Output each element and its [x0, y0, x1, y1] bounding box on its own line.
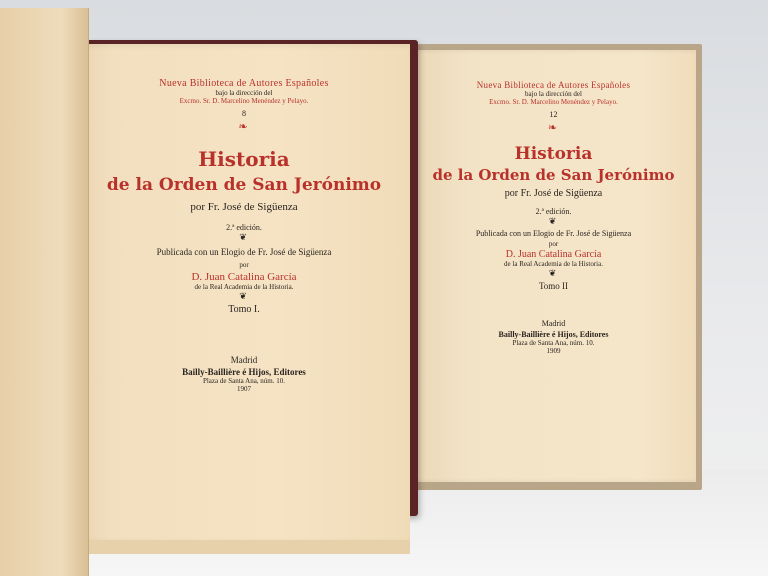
author-line: por Fr. José de Sigüenza — [504, 188, 603, 199]
title-line-1: Historia — [198, 147, 290, 171]
author-line: por Fr. José de Sigüenza — [190, 201, 298, 213]
city-line: Madrid — [541, 319, 566, 328]
editor-line: D. Juan Catalina García — [505, 249, 602, 260]
por-line: por — [548, 240, 559, 248]
direction-line: bajo la dirección del — [525, 90, 582, 98]
tomo-line: Tomo II — [538, 281, 569, 291]
address-line: Plaza de Santa Ana, núm. 10. — [512, 339, 595, 347]
city-line: Madrid — [230, 355, 258, 365]
direction-line: bajo la dirección del — [215, 89, 273, 97]
year-line: 1909 — [546, 347, 561, 355]
elogio-line: Publicada con un Elogio de Fr. José de Sigüenza — [156, 247, 332, 257]
ornament-icon: ❦ — [548, 216, 559, 226]
elogio-line: Publicada con un Elogio de Fr. José de Sigüenza — [475, 229, 632, 238]
por-line: por — [239, 261, 249, 269]
edition-line: 2.ª edición. — [535, 207, 572, 216]
academy-line: de la Real Academia de la Historia. — [194, 283, 294, 291]
address-line: Plaza de Santa Ana, núm. 10. — [202, 377, 286, 385]
volume-number: 12 — [549, 110, 558, 119]
left-title-page — [78, 44, 410, 544]
publisher-line: Bailly-Baillière é Hijos, Editores — [182, 367, 306, 377]
title-line-1: Historia — [514, 144, 593, 164]
ornament-icon: ❦ — [548, 268, 559, 278]
ornament-icon: ❧ — [238, 121, 250, 133]
edition-line: 2.ª edición. — [226, 223, 262, 232]
editor-line: D. Juan Catalina García — [191, 271, 297, 283]
academy-line: de la Real Academia de la Historia. — [504, 260, 603, 268]
series-title: Nueva Biblioteca de Autores Españoles — [159, 78, 329, 89]
director-line: Excmo. Sr. D. Marcelino Menéndez y Pelayo. — [179, 97, 309, 105]
year-line: 1907 — [237, 385, 251, 393]
title-line-2: de la Orden de San Jerónimo — [432, 166, 675, 184]
ornament-icon: ❦ — [239, 291, 249, 301]
left-flyleaf-page — [0, 8, 89, 576]
publisher-line: Bailly-Baillière é Hijos, Editores — [498, 330, 609, 339]
series-title: Nueva Biblioteca de Autores Españoles — [476, 80, 631, 90]
right-title-page — [411, 50, 696, 482]
left-page-edge — [78, 540, 410, 554]
title-line-2: de la Orden de San Jerónimo — [106, 175, 382, 195]
volume-number: 8 — [242, 109, 246, 118]
ornament-icon: ❧ — [547, 122, 560, 134]
director-line: Excmo. Sr. D. Marcelino Menéndez y Pelayo. — [489, 98, 618, 106]
tomo-line: Tomo I. — [228, 304, 260, 315]
ornament-icon: ❦ — [239, 232, 249, 242]
